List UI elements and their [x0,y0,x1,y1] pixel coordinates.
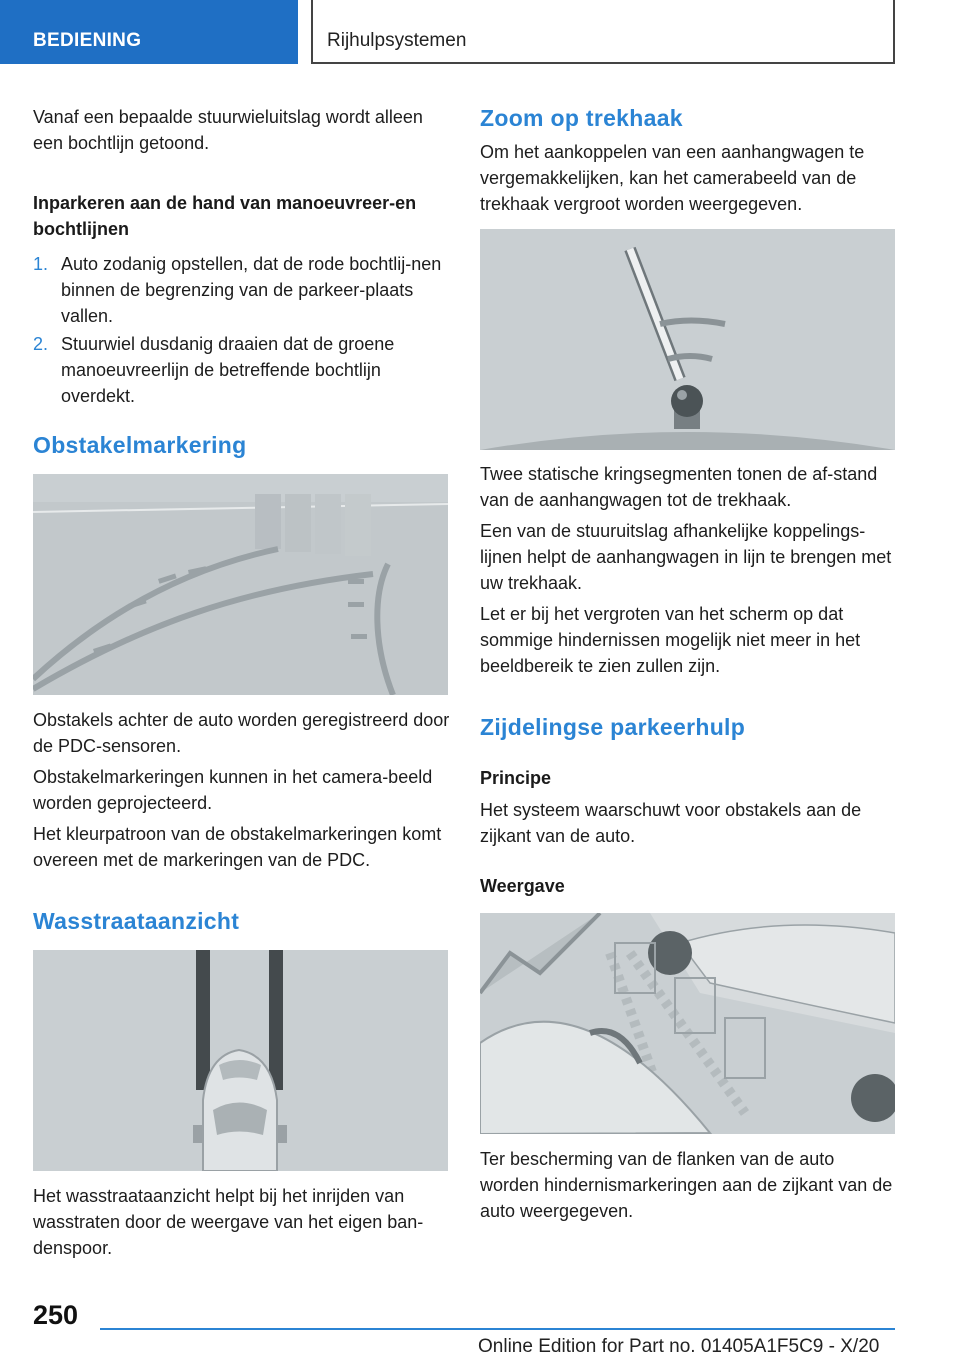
zoom-paragraph-3: Een van de stuuruitslag afhankelijke koppelings-lijnen helpt de aanhangwagen in lijn te brengen met uw trekhaak. [480,521,892,593]
car-wash-figure [33,950,448,1171]
display-heading: Weergave [480,876,565,896]
step-text-2: Stuurwiel dusdanig draaien dat de groene manoeuvreerlijn de betreffende bochtlijn overdekt. [61,334,395,406]
obstacle-paragraph-3: Het kleurpatroon van de obstakelmarkeringen komt overeen met de markeringen van de PDC. [33,824,442,870]
obstacle-paragraph-2: Obstakelmarkeringen kunnen in het camera-beeld worden geprojecteerd. [33,767,433,813]
step-number-2: 2. [33,334,49,354]
obstacle-paragraph-1: Obstakels achter de auto worden geregistreerd door de PDC-sensoren. [33,710,450,756]
obstacle-marking-illustration [33,474,448,695]
side-parking-heading: Zijdelingse parkeerhulp [480,714,746,740]
wash-heading: Wasstraataanzicht [33,908,240,934]
section-title: BEDIENING [33,30,142,51]
principle-heading: Principe [480,768,552,788]
zoom-heading: Zoom op trekhaak [480,105,683,131]
step-text-1: Auto zodanig opstellen, dat de rode bochtlij-nen binnen de begrenzing van de parkeer-plaats vallen. [61,254,442,326]
principle-paragraph: Het systeem waarschuwt voor obstakels aan de zijkant van de auto. [480,800,862,846]
obstacle-heading: Obstakelmarkering [33,432,247,458]
side-parking-illustration [480,913,895,1134]
chapter-tab [311,0,895,64]
zoom-paragraph-4: Let er bij het vergroten van het scherm op dat sommige hindernissen mogelijk niet meer in het beeldbereik te zien zullen zijn. [480,604,861,676]
page-number: 250 [33,1300,79,1330]
zoom-paragraph-2: Twee statische kringsegmenten tonen de af-stand van de aanhangwagen tot de trekhaak. [480,464,878,510]
footer-divider [100,1328,895,1330]
wash-paragraph: Het wasstraataanzicht helpt bij het inrijden van wasstraten door de weergave van het eigen ban-denspoor. [33,1186,424,1258]
chapter-title: Rijhulpsystemen [327,30,467,51]
edition-note: Online Edition for Part no. 01405A1F5C9 - X/20 [478,1336,880,1357]
side-parking-figure [480,913,895,1134]
step-number-1: 1. [33,254,49,274]
section-tab [0,0,298,64]
car-wash-illustration [33,950,448,1171]
obstacle-marking-figure [33,474,448,695]
display-paragraph: Ter bescherming van de flanken van de auto worden hindernismarkeringen aan de zijkant van de auto weergegeven. [480,1149,893,1221]
park-heading: Inparkeren aan de hand van manoeuvreer-en bochtlijnen [33,193,417,239]
tow-hook-illustration [480,229,895,450]
zoom-paragraph-1: Om het aankoppelen van een aanhangwagen te vergemakkelijken, kan het camerabeeld van de trekhaak vergroot worden weergegeven. [480,142,865,214]
tow-hook-figure [480,229,895,450]
intro-paragraph: Vanaf een bepaalde stuurwieluitslag wordt alleen een bochtlijn getoond. [33,107,423,153]
